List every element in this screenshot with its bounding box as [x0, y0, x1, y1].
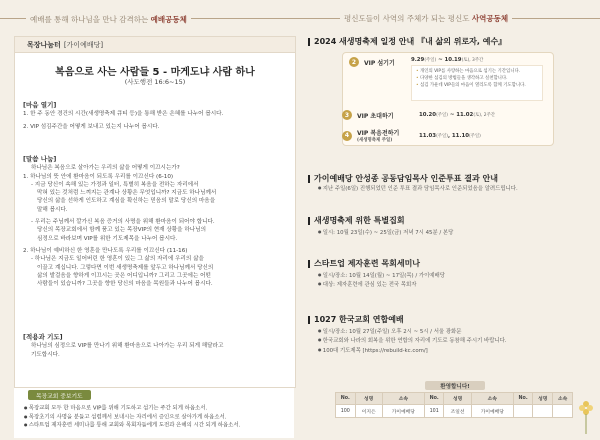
point-1-a1: - 지금 당신이 속해 있는 가정과 일터, 특별히 복음을 전하는 자리에서	[31, 181, 199, 188]
title-marker	[308, 175, 310, 183]
prayer-item: ● 스타트업 제자훈련 세미나를 통해 교회와 목회자들에게 도전과 은혜의 시간 되게 하옵소서.	[24, 421, 286, 430]
col-header: 성명	[355, 393, 382, 405]
date-day2: (토), 3주간	[461, 58, 484, 63]
sec2-list	[308, 184, 590, 193]
open-section	[23, 101, 287, 131]
list-item: ● 100대 기도제목 [https://rebuild-kc.com/]	[308, 346, 590, 355]
sermon-title: 복음으로 사는 사람들 5 - 마게도냐 사람 하나	[55, 67, 255, 78]
list-item: ● 일시/장소: 10월 27일(주일) 오후 2시 ~ 5시 / 서울 광화문	[308, 327, 590, 336]
date-start: 11.03	[419, 132, 437, 139]
vip-gospel-label: VIP 복음전하기	[357, 130, 400, 137]
cell: 100	[336, 405, 356, 418]
prayer-list	[24, 404, 286, 430]
date-day: (주일)	[424, 58, 437, 63]
list-item: ● 지난 주일(6일) 진행되었던 인준 투표 결과 담임목사로 인준되었음을 알려드립니다.	[308, 184, 590, 193]
date-start: 9.29	[411, 57, 425, 63]
open-title: [마음 열기]	[23, 101, 57, 109]
col-header: No.	[336, 393, 356, 405]
apply-line-2: 기도합시다.	[31, 351, 60, 358]
list-item: ● 일시: 10월 23일(수) ~ 25일(금) 저녁 7시 45분 / 본당	[308, 228, 590, 237]
list-item: ● 일시/장소: 10월 14일(월) ~ 17일(목) / 가이예배당	[308, 271, 590, 280]
left-header-title: 예배공동체	[150, 14, 187, 24]
sec5-list	[308, 327, 590, 355]
date-day: (주일)	[436, 113, 448, 118]
schedule-title-text: 2024 새생명축제 일정 안내 『내 삶의 위로자, 예수』	[314, 37, 507, 46]
share-title: [말씀 나눔]	[23, 155, 57, 163]
title-marker	[308, 316, 310, 324]
left-header-text	[26, 14, 191, 25]
open-item-1: 1. 한 주 동안 경건의 시간(새생명축제 큐티 등)을 통해 받은 은혜를 나누어 봅시다.	[23, 111, 224, 118]
col-header: No.	[513, 393, 533, 405]
right-header-pre: 평신도들이 사역의 주체가 되는 평신도	[344, 14, 472, 23]
date-end: ~ 10.19	[436, 57, 462, 63]
sec5-title-text: 1027 한국교회 연합예배	[314, 315, 404, 324]
schedule-title	[308, 36, 506, 47]
cell: 가이예배당	[382, 405, 424, 418]
step-number: 4	[342, 131, 352, 141]
list-item: ● 대상: 제자훈련에 관심 있는 전국 목회자	[308, 280, 590, 289]
share-intro: 하나님은 복음으로 살아가는 우리의 삶을 어떻게 이끄시는가?	[31, 165, 180, 172]
cell: 이지은	[355, 405, 382, 418]
point-2-a2: 이끌고 계십니다. 그렇다면 이번 새생명축제를 앞두고 하나님께서 당신의	[37, 264, 214, 271]
cell	[513, 405, 533, 418]
title-marker	[308, 260, 310, 268]
detail-item: • 섬김 가운데 VIP들의 마음이 열리도록 함께 기도합니다.	[416, 82, 538, 89]
step-number: 3	[342, 110, 352, 120]
sermon-card	[14, 36, 296, 388]
list-item: ● 한국교회와 나라의 회복을 위한 연합의 자리에 기도로 동참해 주시기 바랍니다.	[308, 336, 590, 345]
cell: 조일선	[444, 405, 471, 418]
right-header	[300, 8, 600, 30]
left-header-pre: 예배를 통해 하나님을 만나 감격하는	[30, 14, 151, 24]
right-header-text	[340, 13, 512, 24]
point-1-a3: 당신의 삶을 선하게 인도하고 계심을 확신하는 믿음의 말로 당신의 마음을	[37, 198, 216, 205]
title-marker	[308, 217, 310, 225]
sec2-title	[308, 173, 498, 184]
apply-title: [적용과 기도]	[23, 333, 63, 341]
point-1-a2: 막혀 있는 것처럼 느껴지는 관계나 상황은 무엇입니까? 지금도 하나님께서	[37, 190, 217, 197]
col-header: 성명	[444, 393, 471, 405]
col-header: No.	[424, 393, 444, 405]
point-2-a4: 사람들이 있습니까? 그곳을 향한 당신의 마음을 목원들과 나누어 봅시다.	[37, 281, 213, 288]
step-number: 2	[349, 57, 359, 67]
point-1-b3: 심정으로 바라보며 VIP를 위한 기도제목을 나누어 봅시다.	[37, 235, 178, 242]
prayer-box	[14, 388, 294, 438]
prayer-item: ● 목장교회 모두 한 마음으로 VIP를 위해 기도하고 섬기는 주간 되게 하옵소서.	[24, 404, 286, 413]
share-section	[23, 155, 287, 288]
vip-row-serve	[349, 57, 414, 67]
vip-gospel-labels	[357, 128, 419, 143]
welcome-title: 환영합니다!	[425, 381, 485, 390]
sec3-title	[308, 215, 405, 226]
date-day2: (주일)	[468, 133, 481, 139]
sec4-list	[308, 271, 590, 290]
sec3-title-text: 새생명축제 위한 특별집회	[314, 216, 405, 225]
card-tab-sub: [가이예배당]	[63, 40, 104, 49]
detail-item: • 개인의 VIP를 사랑하는 마음으로 섬기는 기간입니다.	[416, 68, 538, 75]
col-header: 소속	[471, 393, 513, 405]
table-header-row	[336, 393, 573, 405]
cell	[553, 405, 573, 418]
point-2-a3: 삶의 발걸음을 향하게 이끄시는 곳은 어디입니까? 그리고 그곳에는 어떤	[37, 272, 211, 279]
welcome-section	[335, 381, 573, 425]
date-end: ~ 11.02	[447, 112, 474, 118]
point-1-a4: 말해 봅시다.	[37, 206, 68, 213]
open-item-2: 2. VIP 섬김주간을 어떻게 보내고 있는지 나누어 봅시다.	[23, 123, 160, 130]
left-header	[0, 8, 300, 30]
vip-invite-label: VIP 초대하기	[357, 112, 394, 120]
point-1-b1: - 우리는 주님께서 깔가신 복음 증거의 사명을 위해 환마음이 되어야 합니다.	[31, 219, 215, 226]
title-marker	[308, 38, 310, 46]
apply-section	[23, 333, 287, 359]
sec5-title	[308, 314, 404, 325]
point-1-b2: 당신의 목장교회에서 함께 품고 있는 목장VIP의 현재 상황을 하나님의	[37, 227, 206, 234]
date-start: 10.20	[419, 112, 437, 118]
detail-item: • 다양한 섬김의 방법들을 생각하고 실천합니다.	[416, 75, 538, 82]
cell: 101	[424, 405, 444, 418]
welcome-table	[335, 392, 573, 418]
vip-serve-label: VIP 섬기기	[364, 59, 395, 67]
prayer-tab: 목장교회 중보기도	[28, 390, 91, 400]
vip-gospel-sub: (새생명축제 주일)	[357, 138, 393, 143]
cell: 가이예배당	[471, 405, 513, 418]
date-end: , 11.10	[447, 132, 469, 139]
sec4-title-text: 스타트업 제자훈련 목회세미나	[314, 259, 421, 268]
card-tab-title: 목장나눔터	[27, 40, 61, 49]
col-header: 성명	[533, 393, 553, 405]
point-1: 1. 하나님의 뜻 안에 환마음이 되도록 우리를 이끄신다 (6-10)	[23, 173, 174, 180]
flower-decoration-icon	[576, 396, 596, 436]
vip-serve-date	[411, 57, 483, 63]
right-header-title: 사역공동체	[471, 14, 509, 23]
sec4-title	[308, 258, 420, 269]
point-2-a1: - 하나님은 지금도 일어버린 한 영혼이 있는 그 삶의 자리에 우리의 삶을	[31, 256, 204, 263]
sermon-reference: (사도행전 16:6~15)	[124, 78, 186, 86]
date-day: (주일)	[436, 133, 448, 139]
sec2-title-text: 가이예배당 안성종 공동담임목사 인준투표 결과 안내	[314, 174, 498, 183]
prayer-item: ● 목장초기의 사명을 분들고 섬렴께서 보내시는 자리에서 증인으로 살아가게 하옵소서.	[24, 413, 286, 422]
vip-gospel-row	[342, 128, 481, 143]
right-column	[300, 0, 600, 440]
card-tab	[15, 37, 295, 53]
table-row	[336, 405, 573, 418]
point-2: 2. 하나님이 예비하신 한 영혼을 만나도록 우리를 이끄신다 (11-16)	[23, 247, 188, 254]
vip-invite-row	[342, 110, 495, 120]
col-header: 소속	[553, 393, 573, 405]
apply-line-1: 하나님의 심정으로 VIP를 만나기 위해 환마음으로 나아가는 우리 되게 해달라고	[31, 343, 224, 350]
cell	[533, 405, 553, 418]
sec3-list	[308, 228, 590, 237]
date-day2: (토), 2주간	[473, 113, 496, 118]
vip-serve-details	[411, 65, 543, 101]
col-header: 소속	[382, 393, 424, 405]
